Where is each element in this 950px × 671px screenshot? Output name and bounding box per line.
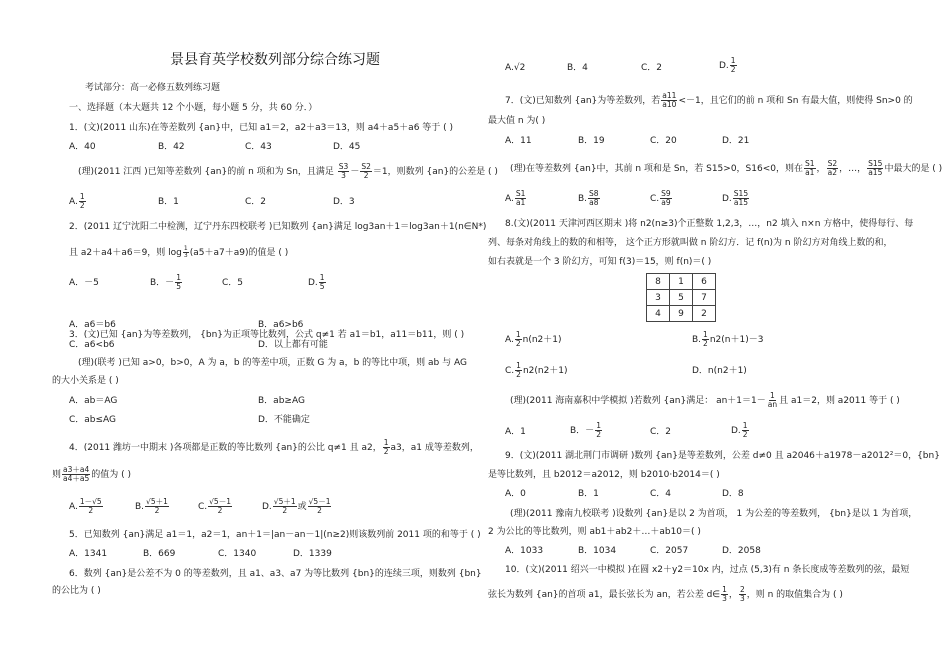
q3-opt-d: D．以上都有可能 bbox=[258, 340, 328, 350]
grid-cell: 1 bbox=[670, 274, 693, 290]
q1-stem: 1．(文)(2011 山东)在等差数列 {an}中，已知 a1＝2，a2＋a3＝13，则 a4＋a5＋a6 等于 ( ) bbox=[69, 123, 454, 133]
q8-opt-c: C. $\frac{1}{2}$ n2(n2＋1) bbox=[505, 361, 568, 379]
q2-stem2: 且 a2＋a4＋a6＝9，则 log $\frac{1}{3}$ (a5＋a7＋a9)的值是 ( ) bbox=[69, 245, 289, 259]
q8b-opt-d: D. $\frac{1}{2}$ bbox=[731, 421, 748, 439]
q7b-opt-a: A. $\frac{S1}{a1}$ bbox=[505, 189, 526, 207]
q9-opt-a: A．0 bbox=[505, 489, 526, 499]
q9-opt-b: B．1 bbox=[578, 489, 599, 499]
q5-opt-c: C．1340 bbox=[218, 549, 257, 559]
q3b-stem2: 的大小关系是 ( ) bbox=[52, 376, 119, 386]
q6-stem: 6．数列 {an}是公差不为 0 的等差数列，且 a1、a3、a7 为等比数列 {bn}的连续三项，则数列 {bn} bbox=[69, 569, 482, 579]
q9-opt-d: D．8 bbox=[722, 489, 744, 499]
q3-stem: 3．(文)已知 {an}为等差数列， {bn}为正项等比数列，公式 q≠1 若 a1＝b1，a11＝b11，则 ( ) bbox=[69, 330, 465, 340]
q9-stem: 9．(文)(2011 湖北荆门市调研 )数列 {an}是等差数列，公差 d≠0 且 a2046＋a1978－a2012²＝0，{bn} bbox=[505, 451, 940, 461]
q10-stem: 10．(文)(2011 绍兴一中模拟 )在圆 x2＋y2＝10x 内，过点 (5,3)有 n 条长度成等差数列的弦，最短 bbox=[505, 565, 910, 575]
q9b-stem2: 2 为公比的等比数列，则 ab1＋ab2＋…＋ab10＝( ) bbox=[488, 527, 701, 537]
magic-square-grid bbox=[646, 273, 716, 322]
q9b-stem: (理)(2011 豫南九校联考 )设数列 {an}是以 2 为首项， 1 为公差的等差数列， {bn}是以 1 为首项， bbox=[510, 509, 918, 519]
q8-opt-d: D．n(n2＋1) bbox=[692, 366, 747, 376]
q5-stem: 5．已知数列 {an}满足 a1＝1，a2＝1，an＋1＝|an－an－1|(n≥2)则该数列前 2011 项的和等于 ( ) bbox=[69, 530, 481, 540]
q7-stem2: 最大值 n 为( ) bbox=[488, 116, 546, 126]
exam-part: 考试部分：高一必修五数列练习题 bbox=[85, 83, 221, 93]
fraction: $\frac{S2}{2}$ bbox=[361, 162, 371, 180]
q6-stem2: 的公比为 ( ) bbox=[52, 586, 101, 596]
q5-opt-b: B．669 bbox=[143, 549, 176, 559]
fraction: $\frac{S3}{3}$ bbox=[338, 162, 349, 180]
q3-opt-b: B．a6>b6 bbox=[258, 320, 304, 330]
q2-opt-c: C．5 bbox=[222, 278, 244, 288]
grid-cell: 6 bbox=[693, 274, 716, 290]
q2-opt-a: A．－5 bbox=[69, 278, 99, 288]
q2-opt-d: D. $\frac{1}{5}$ bbox=[308, 273, 325, 291]
q9b-opt-b: B．1034 bbox=[578, 546, 617, 556]
q1b-opt-b: B．1 bbox=[158, 197, 179, 207]
q10-stem2: 弦长为数列 {an}的首项 a1，最长弦长为 an，若公差 d∈ $\frac{1}{3}$ ， $\frac{2}{3}$ ，则 n 的取值集合为 ( ) bbox=[488, 585, 843, 603]
page-title: 景县育英学校数列部分综合练习题 bbox=[170, 52, 380, 68]
q8b-stem: (理)(2011 海南嘉积中学模拟 )若数列 {an}满足： an＋1＝1－ $\frac{1}{an}$ 且 a1＝2，则 a2011 等于 ( ) bbox=[510, 391, 900, 409]
q8-stem2: 列、每条对角线上的数的和相等， 这个正方形就叫做 n 阶幻方．记 f(n)为 n 阶幻方对角线上数的和， bbox=[488, 238, 893, 248]
q4-opt-c: C. $\frac{√5-1}{2}$ bbox=[198, 497, 231, 515]
q7-opt-a: A．11 bbox=[505, 136, 532, 146]
q4-opt-a: A. $\frac{1-√5}{2}$ bbox=[69, 497, 102, 515]
q7-stem: 7．(文)已知数列 {an}为等差数列，若 $\frac{a11}{a10}$ <－1，且它们的前 n 项和 Sn 有最大值，则使得 Sn>0 的 bbox=[505, 91, 913, 109]
q4-stem2: 则 $\frac{a3+a4}{a4+a5}$ 的值为 ( ) bbox=[52, 465, 132, 483]
q1-opt-c: C．43 bbox=[245, 142, 272, 152]
q2-stem: 2．(2011 辽宁沈阳二中检测，辽宁丹东四校联考 )已知数列 {an}满足 log3an＋1＝log3an＋1(n∈N*) bbox=[69, 222, 487, 232]
q8b-opt-b: B．－ $\frac{1}{2}$ bbox=[570, 421, 601, 439]
q2-opt-b: B．－ $\frac{1}{5}$ bbox=[150, 273, 181, 291]
q5-opt-a: A．1341 bbox=[69, 549, 108, 559]
q7b-opt-b: B. $\frac{S8}{a8}$ bbox=[578, 189, 599, 207]
q8b-opt-a: A．1 bbox=[505, 427, 526, 437]
q1b-opt-d: D．3 bbox=[333, 197, 355, 207]
q9-opt-c: C．4 bbox=[650, 489, 672, 499]
q3-opt-a: A．a6＝b6 bbox=[69, 320, 116, 330]
q9-stem2: 是等比数列，且 b2012＝a2012，则 b2010·b2014＝( ) bbox=[488, 470, 720, 480]
grid-cell: 2 bbox=[693, 306, 716, 322]
q7b-opt-d: D. $\frac{S15}{a15}$ bbox=[722, 189, 749, 207]
q1b-opt-a: A. $\frac{1}{2}$ bbox=[69, 192, 85, 210]
grid-cell: 9 bbox=[670, 306, 693, 322]
q1-opt-a: A．40 bbox=[69, 142, 96, 152]
q8b-opt-c: C．2 bbox=[650, 427, 672, 437]
q7-opt-d: D．21 bbox=[722, 136, 750, 146]
q3b-stem: (理)(联考 )已知 a>0，b>0，A 为 a，b 的等差中项，正数 G 为 a，b 的等比中项，则 ab 与 AG bbox=[78, 358, 467, 368]
q7-opt-b: B．19 bbox=[578, 136, 605, 146]
q5-opt-d: D．1339 bbox=[293, 549, 332, 559]
q4-opt-b: B. $\frac{√5+1}{2}$ bbox=[135, 497, 168, 515]
q3b-opt-c: C．ab≤AG bbox=[69, 415, 117, 425]
q1b-opt-c: C．2 bbox=[245, 197, 267, 207]
grid-cell: 8 bbox=[647, 274, 670, 290]
q1b-stem: (理)(2011 江西 )已知等差数列 {an}的前 n 项和为 Sn，且满足 $\frac{S3}{3}$ － $\frac{S2}{2}$ ＝1，则数列 {an}的公差是 ( ) bbox=[78, 162, 498, 180]
q1-opt-d: D．45 bbox=[333, 142, 361, 152]
q7b-stem: (理)在等差数列 {an}中，其前 n 项和是 Sn，若 S15>0，S16<0，则在 $\frac{S1}{a1}$ ， $\frac{S2}{a2}$ ，…， $\frac{S15}{a15}$ 中最大的是 ( ) bbox=[510, 159, 943, 177]
grid-cell: 3 bbox=[647, 290, 670, 306]
q8-stem3: 如右表就是一个 3 阶幻方，可知 f(3)＝15，则 f(n)＝( ) bbox=[488, 257, 712, 267]
q9b-opt-d: D．2058 bbox=[722, 546, 761, 556]
q4-stem: 4．(2011 潍坊一中期末 )各项都是正数的等比数列 {an}的公比 q≠1 且 a2， $\frac{1}{2}$ a3，a1 成等差数列， bbox=[69, 438, 479, 456]
q3b-opt-a: A．ab＝AG bbox=[69, 396, 118, 406]
section-heading: 一、选择题（本大题共 12 个小题，每小题 5 分，共 60 分．） bbox=[69, 103, 318, 113]
q7b-opt-c: C. $\frac{S9}{a9}$ bbox=[650, 189, 671, 207]
q1-opt-b: B．42 bbox=[158, 142, 185, 152]
q7-opt-c: C．20 bbox=[650, 136, 677, 146]
q9b-opt-c: C．2057 bbox=[650, 546, 689, 556]
q3-opt-c: C．a6<b6 bbox=[69, 340, 115, 350]
q4-opt-d: D. $\frac{√5+1}{2}$ 或 $\frac{√5-1}{2}$ bbox=[262, 497, 331, 515]
grid-cell: 7 bbox=[693, 290, 716, 306]
q6-opt-b: B．4 bbox=[567, 63, 588, 73]
q8-opt-a: A. $\frac{1}{2}$ n(n2＋1) bbox=[505, 330, 562, 348]
q8-stem: 8.(文)(2011 天津河西区期末 )将 n2(n≥3)个正整数 1,2,3，…，n2 填入 n×n 方格中，使得每行、每 bbox=[505, 219, 914, 229]
q6-opt-a: A.√2 bbox=[505, 63, 526, 73]
q9b-opt-a: A．1033 bbox=[505, 546, 544, 556]
q6-opt-c: C．2 bbox=[641, 63, 663, 73]
q3b-opt-b: B．ab≥AG bbox=[258, 396, 305, 406]
q6-opt-d: D. $\frac{1}{2}$ bbox=[719, 56, 736, 74]
grid-cell: 5 bbox=[670, 290, 693, 306]
grid-cell: 4 bbox=[647, 306, 670, 322]
q3b-opt-d: D．不能确定 bbox=[258, 415, 310, 425]
q8-opt-b: B. $\frac{1}{2}$ n2(n＋1)－3 bbox=[692, 330, 764, 348]
